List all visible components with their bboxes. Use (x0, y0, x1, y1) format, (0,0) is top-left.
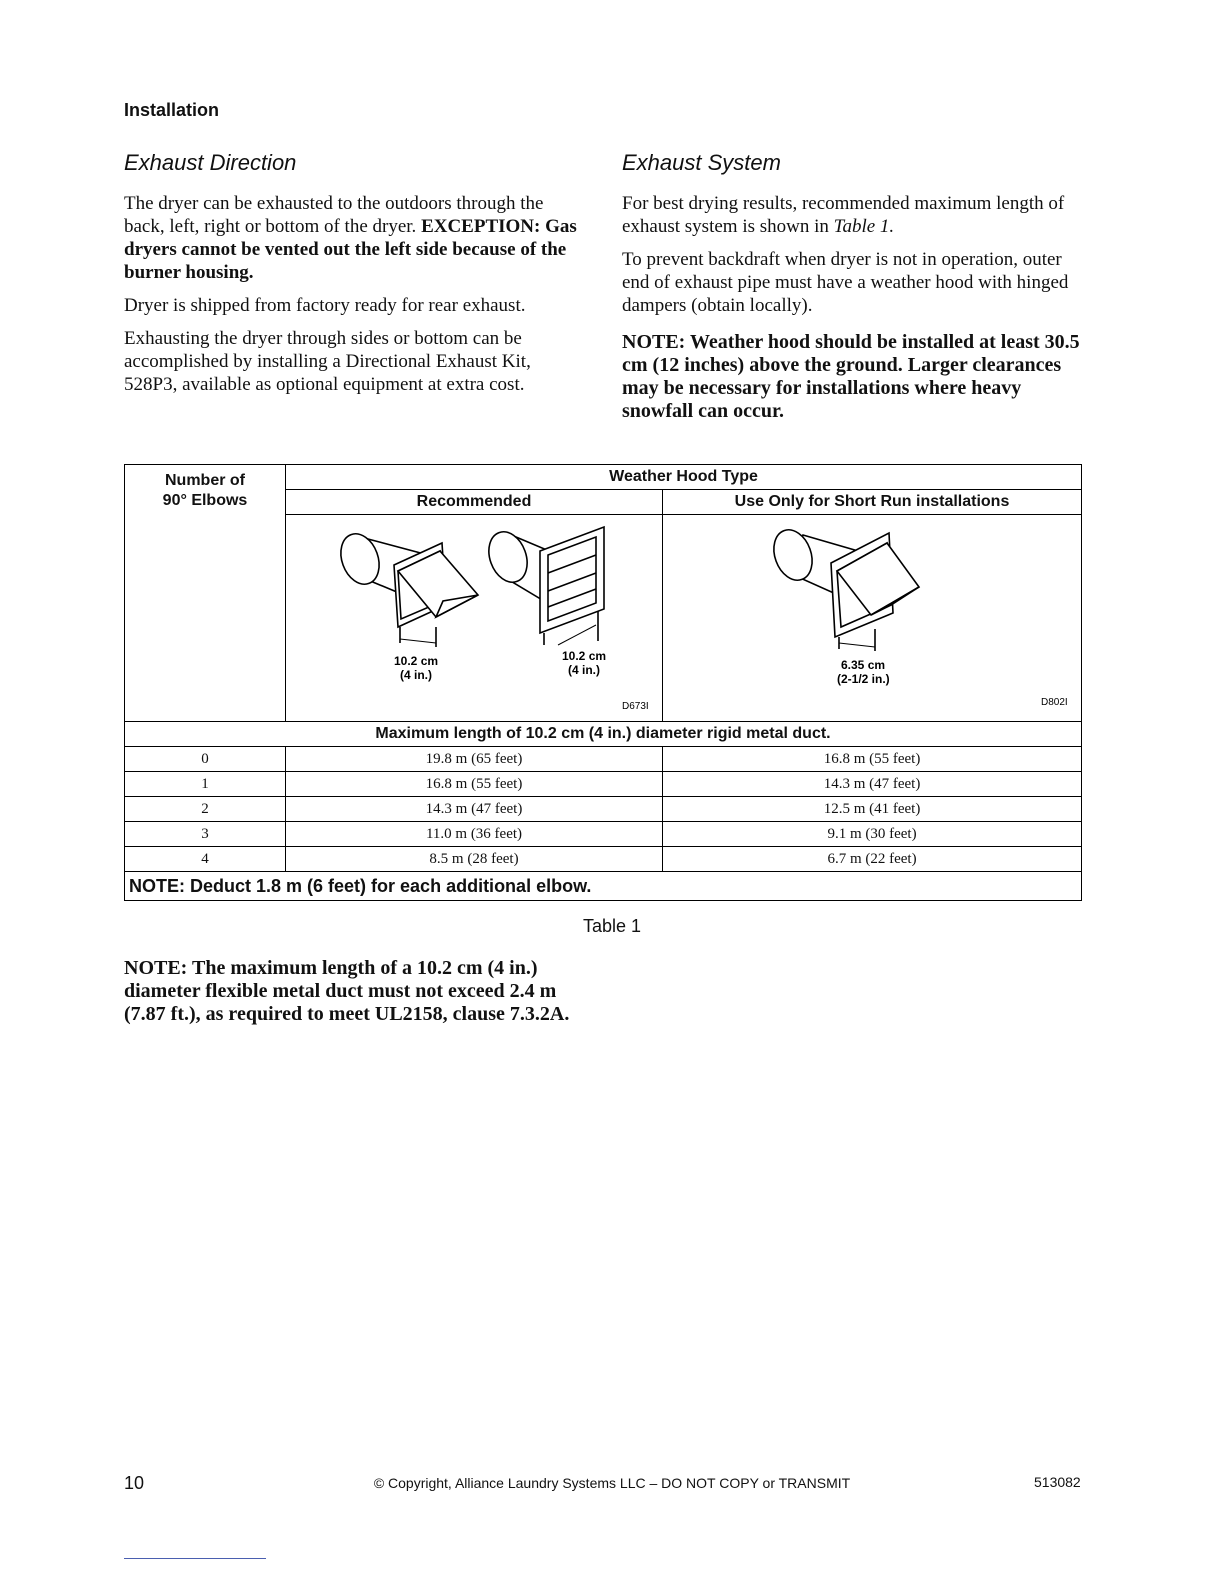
fig2-code: D802I (1041, 697, 1068, 708)
elbow-count-header (125, 465, 286, 722)
short-run-length-cell: 14.3 m (47 feet) (663, 772, 1082, 797)
recommended-length-cell: 11.0 m (36 feet) (286, 822, 663, 847)
footnote-divider (124, 1558, 266, 1559)
fig1-dim-a: 10.2 cm (394, 654, 439, 668)
fig1-code: D673I (622, 701, 649, 712)
copyright-notice: © Copyright, Alliance Laundry Systems LLC – DO NOT COPY or TRANSMIT (373, 1475, 851, 1491)
elbow-count-cell: 4 (125, 847, 286, 872)
elbow-header-line-2: 90° Elbows (162, 492, 248, 509)
exhaust-system-paragraph-1 (622, 192, 1092, 238)
fig1-dim-b: 10.2 cm (562, 649, 607, 663)
short-run-hood-illustration (663, 515, 1081, 721)
recommended-header: Recommended (286, 490, 663, 515)
fig2-dim: 6.35 cm (841, 658, 886, 672)
recommended-length-cell: 8.5 m (28 feet) (286, 847, 663, 872)
exhaust-direction-paragraph-3: Exhausting the dryer through sides or bottom can be accomplished by installing a Directional Exhaust Kit, 528P3, available as optional equipment at extra cost. (124, 328, 531, 395)
short-run-length-cell: 9.1 m (30 feet) (663, 822, 1082, 847)
recommended-length-cell: 16.8 m (55 feet) (286, 772, 663, 797)
additional-elbow-note: NOTE: Deduct 1.8 m (6 feet) for each additional elbow. (125, 872, 1082, 901)
table-row (125, 847, 1082, 872)
table-row (125, 822, 1082, 847)
exhaust-direction-paragraph-1 (124, 192, 584, 284)
flexible-duct-note: NOTE: The maximum length of a 10.2 cm (4 in.) diameter flexible metal duct must not exceed 2.4 m (7.87 ft.), as required to meet UL2158, clause 7.3.2A. (124, 957, 570, 1025)
document-number: 513082 (1034, 1474, 1081, 1490)
exhaust-direction-paragraph-2: Dryer is shipped from factory ready for rear exhaust. (124, 295, 526, 316)
short-run-header: Use Only for Short Run installations (663, 490, 1082, 515)
exhaust-direction-heading: Exhaust Direction (124, 150, 297, 175)
exhaust-direction-section (124, 150, 584, 406)
recommended-length-cell: 14.3 m (47 feet) (286, 797, 663, 822)
elbow-header-line-1: Number of (165, 472, 245, 489)
table-caption: Table 1 (582, 916, 642, 936)
short-run-hood-figure (663, 515, 1082, 722)
section-header: Installation (124, 100, 220, 120)
page-number: 10 (124, 1473, 145, 1493)
elbow-count-cell: 3 (125, 822, 286, 847)
table-reference: Table 1. (833, 216, 895, 237)
recommended-hoods-illustration (286, 515, 662, 721)
max-length-header: Maximum length of 10.2 cm (4 in.) diameter rigid metal duct. (125, 722, 1082, 747)
fig2-dim-inches: (2-1/2 in.) (837, 672, 890, 686)
exception-note: EXCEPTION: Gas dryers cannot be vented out the left side because of the burner housing. (124, 216, 577, 283)
elbow-count-cell: 0 (125, 747, 286, 772)
fig1-dim-a-inches: (4 in.) (400, 668, 432, 682)
exhaust-system-text: For best drying results, recommended maximum length of exhaust system is shown in (622, 193, 1065, 237)
exhaust-system-section (622, 150, 1092, 433)
short-run-length-cell: 12.5 m (41 feet) (663, 797, 1082, 822)
recommended-length-cell: 19.8 m (65 feet) (286, 747, 663, 772)
elbow-count-cell: 2 (125, 797, 286, 822)
table-row (125, 797, 1082, 822)
table-row (125, 772, 1082, 797)
weather-hood-note: NOTE: Weather hood should be installed at least 30.5 cm (12 inches) above the ground. Larger clearances may be necessary for installations where heavy snowfall can occur. (622, 331, 1080, 422)
elbow-count-cell: 1 (125, 772, 286, 797)
weather-hood-type-header: Weather Hood Type (286, 465, 1082, 490)
short-run-length-cell: 6.7 m (22 feet) (663, 847, 1082, 872)
exhaust-direction-text: The dryer can be exhausted to the outdoors through the back, left, right or bottom of the dryer. (124, 193, 544, 237)
short-run-length-cell: 16.8 m (55 feet) (663, 747, 1082, 772)
table-row (125, 747, 1082, 772)
exhaust-length-table (124, 464, 1082, 901)
recommended-hoods-figure (286, 515, 663, 722)
exhaust-system-heading: Exhaust System (622, 150, 781, 175)
fig1-dim-b-inches: (4 in.) (568, 663, 600, 677)
exhaust-system-paragraph-2: To prevent backdraft when dryer is not in operation, outer end of exhaust pipe must have a weather hood with hinged dampers (obtain locally). (622, 249, 1069, 316)
